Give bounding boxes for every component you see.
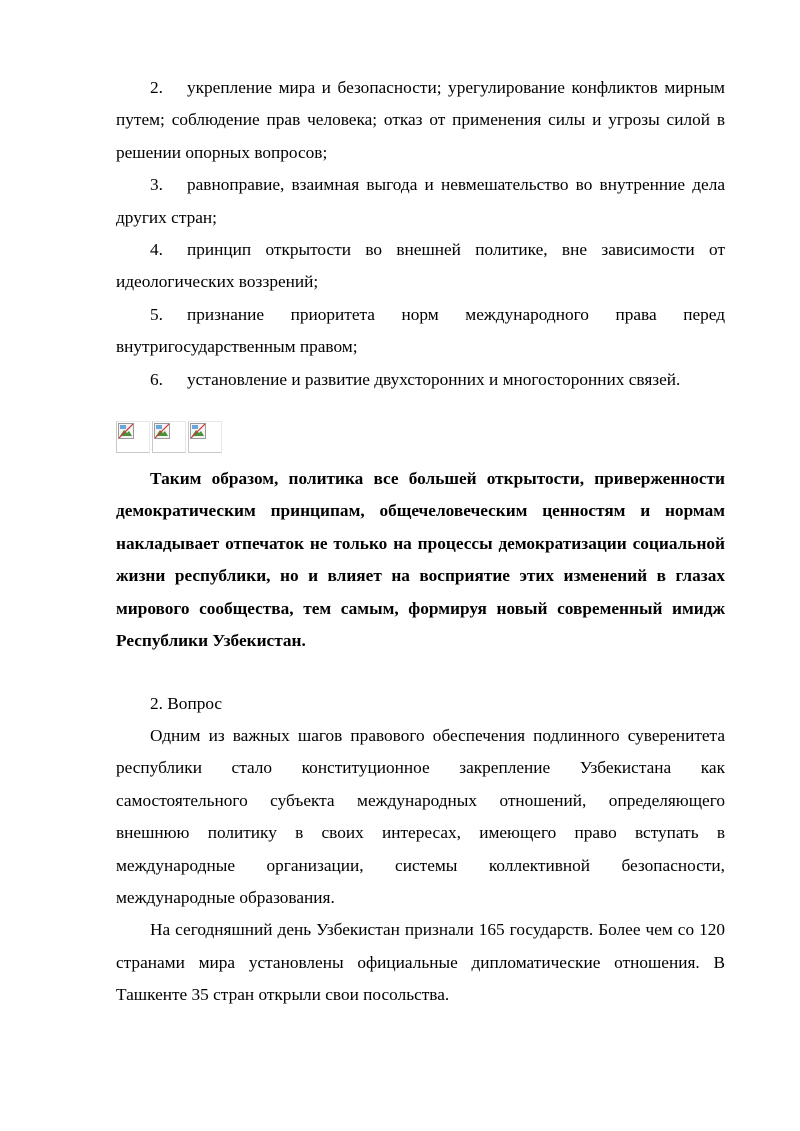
list-item	[116, 364, 725, 396]
list-item	[116, 299, 725, 364]
list-text: укрепление мира и безопасности; урегулирование конфликтов мирным путем; соблюдение прав человека; отказ от применения силы и угрозы силой в решении опорных вопросов;	[116, 78, 725, 162]
document-body	[116, 72, 725, 1012]
list-item	[116, 234, 725, 299]
broken-image-row	[116, 421, 725, 455]
list-text: установление и развитие двухсторонних и многосторонних связей.	[187, 369, 681, 389]
broken-image-icon	[188, 421, 222, 453]
list-item	[116, 169, 725, 234]
broken-image-icon	[152, 421, 186, 453]
conclusion-paragraph: Таким образом, политика все большей открытости, приверженности демократическим принципам, общечеловеческим ценностям и нормам накладывает отпечаток не только на процессы демократизации социальной жизни республики, но и влияет на восприятие этих изменений в глазах мирового сообщества, тем самым, формируя новый современный имидж Республики Узбекистан.	[116, 469, 725, 651]
list-number: 5.	[150, 304, 163, 324]
list-text: принцип открытости во внешней политике, вне зависимости от идеологических воззрений;	[116, 240, 725, 292]
list-item	[116, 72, 725, 169]
list-number: 4.	[150, 240, 163, 260]
section-heading: 2. Вопрос	[150, 693, 223, 713]
list-number: 2.	[150, 78, 163, 97]
body-paragraph: На сегодняшний день Узбекистан признали 165 государств. Более чем со 120 странами мира установлены официальные дипломатические отношения. В Ташкенте 35 стран открыли свои посольства.	[116, 920, 725, 1005]
list-number: 3.	[150, 175, 163, 195]
list-text: равноправие, взаимная выгода и невмешательство во внутренние дела других стран;	[116, 175, 725, 227]
broken-image-icon	[116, 421, 150, 453]
spacer	[116, 658, 725, 688]
list-number: 6.	[150, 369, 163, 389]
list-text: признание приоритета норм международного права перед внутригосударственным правом;	[116, 304, 725, 357]
body-paragraph: Одним из важных шагов правового обеспечения подлинного суверенитета республики стало конституционное закрепление Узбекистана как самостоятельного субъекта международных отношений, определяющего внешнюю политику в своих интересах, имеющего право вступать в международные организации, системы коллективной безопасности, международные образования.	[116, 725, 725, 907]
